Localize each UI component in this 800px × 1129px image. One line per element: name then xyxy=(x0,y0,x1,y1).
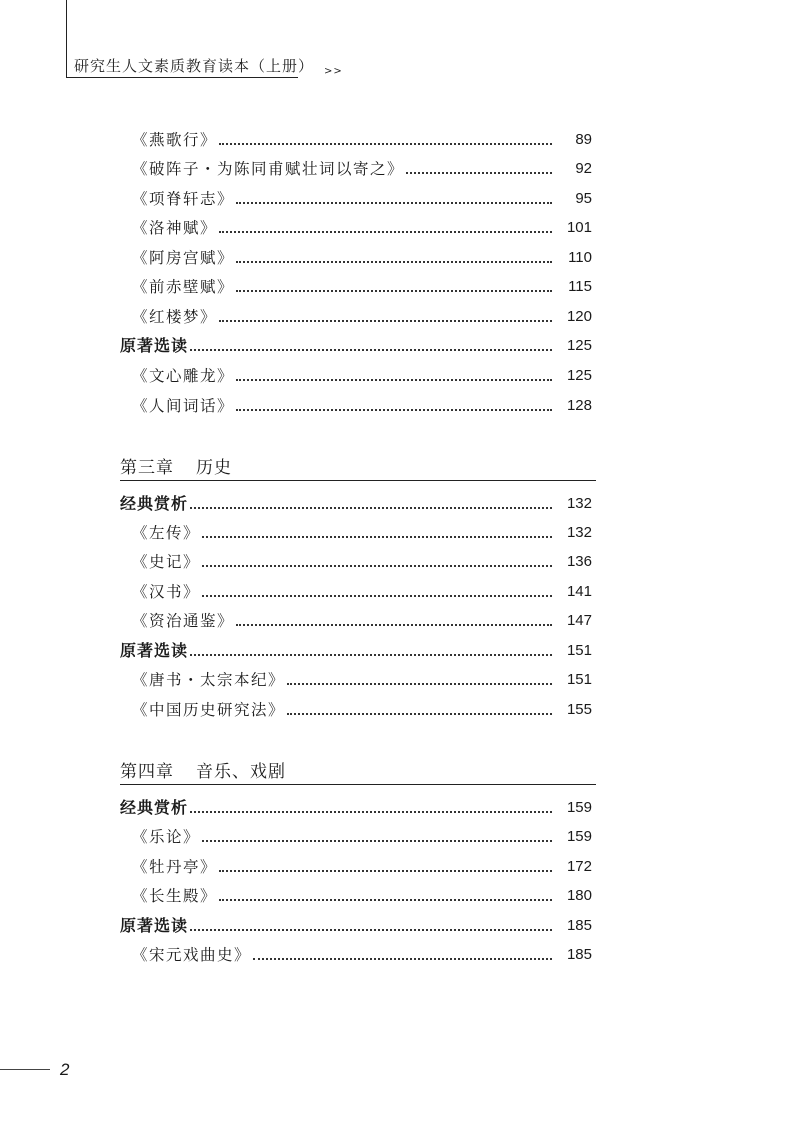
book-title: 研究生人文素质教育读本（上册） xyxy=(74,57,315,75)
entry-page: 110 xyxy=(568,249,592,266)
toc-entry[interactable] xyxy=(120,696,592,720)
dot-leader xyxy=(190,811,552,813)
entry-page: 120 xyxy=(566,308,592,325)
dot-leader xyxy=(190,507,552,509)
dot-leader xyxy=(236,261,552,263)
entry-page: 136 xyxy=(566,553,592,570)
dot-leader xyxy=(190,349,552,351)
entry-page: 147 xyxy=(566,612,592,629)
toc-entry[interactable] xyxy=(120,607,592,631)
dot-leader xyxy=(202,595,552,597)
entry-title: 《燕歌行》 xyxy=(132,131,218,149)
entry-page: 185 xyxy=(566,917,592,934)
toc-entry[interactable] xyxy=(120,392,592,416)
toc-entry[interactable] xyxy=(120,823,592,847)
entry-title: 《项脊轩志》 xyxy=(132,190,235,208)
entry-page: 159 xyxy=(566,799,592,816)
entry-page: 95 xyxy=(575,190,592,207)
page-number: 2 xyxy=(60,1060,70,1079)
entry-title: 《人间词话》 xyxy=(132,397,235,415)
header-underline xyxy=(66,77,298,78)
entry-title: 《宋元戏曲史》 xyxy=(132,946,252,964)
dot-leader xyxy=(236,202,552,204)
toc-section[interactable] xyxy=(120,794,592,818)
entry-page: 185 xyxy=(566,946,592,963)
entry-page: 172 xyxy=(566,858,592,875)
entry-title: 《阿房宫赋》 xyxy=(132,249,235,267)
dot-leader xyxy=(202,840,552,842)
dot-leader xyxy=(190,654,552,656)
entry-title: 《史记》 xyxy=(132,553,201,571)
entry-title: 《文心雕龙》 xyxy=(132,367,235,385)
toc-entry[interactable] xyxy=(120,519,592,543)
dot-leader xyxy=(406,172,552,174)
entry-page: 155 xyxy=(566,701,592,718)
entry-title: 《长生殿》 xyxy=(132,887,218,905)
section-title: 经典赏析 xyxy=(120,494,189,513)
chapter-number: 第三章 xyxy=(120,458,174,478)
entry-page: 128 xyxy=(566,397,592,414)
toc-entry[interactable] xyxy=(120,882,592,906)
section-title: 原著选读 xyxy=(120,916,189,935)
toc-section[interactable] xyxy=(120,912,592,936)
dot-leader xyxy=(219,870,552,872)
toc-entry[interactable] xyxy=(120,155,592,179)
entry-page: 151 xyxy=(566,671,592,688)
toc-entry[interactable] xyxy=(120,244,592,268)
dot-leader xyxy=(236,290,552,292)
chapter-heading[interactable] xyxy=(120,755,596,785)
dot-leader xyxy=(253,958,552,960)
entry-title: 《中国历史研究法》 xyxy=(132,701,286,719)
arrows-icon: >> xyxy=(324,66,343,77)
entry-title: 《资治通鉴》 xyxy=(132,612,235,630)
toc-entry[interactable] xyxy=(120,214,592,238)
entry-page: 125 xyxy=(566,337,592,354)
entry-page: 132 xyxy=(566,524,592,541)
toc-entry[interactable] xyxy=(120,126,592,150)
entry-title: 《唐书・太宗本纪》 xyxy=(132,671,286,689)
toc-entry[interactable] xyxy=(120,666,592,690)
toc-entry[interactable] xyxy=(120,578,592,602)
toc-entry[interactable] xyxy=(120,853,592,877)
entry-page: 89 xyxy=(575,131,592,148)
toc-entry[interactable] xyxy=(120,273,592,297)
toc-section[interactable] xyxy=(120,637,592,661)
toc-entry[interactable] xyxy=(120,548,592,572)
entry-title: 《前赤壁赋》 xyxy=(132,278,235,296)
chapter-name: 音乐、戏剧 xyxy=(196,762,286,782)
entry-page: 115 xyxy=(568,278,592,295)
dot-leader xyxy=(219,231,552,233)
running-header xyxy=(74,55,343,76)
entry-page: 159 xyxy=(566,828,592,845)
dot-leader xyxy=(219,143,552,145)
dot-leader xyxy=(202,565,552,567)
entry-page: 101 xyxy=(566,219,592,236)
chapter-name: 历史 xyxy=(196,458,232,478)
header-vertical-rule xyxy=(66,0,67,78)
toc-entry[interactable] xyxy=(120,185,592,209)
entry-title: 《破阵子・为陈同甫赋壮词以寄之》 xyxy=(132,160,405,178)
entry-page: 92 xyxy=(575,160,592,177)
dot-leader xyxy=(219,320,552,322)
toc-section[interactable] xyxy=(120,490,592,514)
section-title: 原著选读 xyxy=(120,336,189,355)
footer-rule xyxy=(0,1069,50,1070)
section-title: 原著选读 xyxy=(120,641,189,660)
section-title: 经典赏析 xyxy=(120,798,189,817)
dot-leader xyxy=(190,929,552,931)
toc-entry[interactable] xyxy=(120,362,592,386)
entry-page: 180 xyxy=(566,887,592,904)
dot-leader xyxy=(287,713,552,715)
chapter-number: 第四章 xyxy=(120,762,174,782)
entry-title: 《汉书》 xyxy=(132,583,201,601)
dot-leader xyxy=(202,536,552,538)
entry-title: 《乐论》 xyxy=(132,828,201,846)
entry-title: 《牡丹亭》 xyxy=(132,858,218,876)
entry-title: 《左传》 xyxy=(132,524,201,542)
dot-leader xyxy=(219,899,552,901)
dot-leader xyxy=(287,683,552,685)
toc-section[interactable] xyxy=(120,332,592,356)
chapter-heading[interactable] xyxy=(120,451,596,481)
entry-page: 125 xyxy=(566,367,592,384)
entry-title: 《红楼梦》 xyxy=(132,308,218,326)
dot-leader xyxy=(236,379,552,381)
entry-page: 151 xyxy=(566,642,592,659)
toc-entry[interactable] xyxy=(120,941,592,965)
dot-leader xyxy=(236,624,552,626)
toc-entry[interactable] xyxy=(120,303,592,327)
entry-page: 132 xyxy=(566,495,592,512)
dot-leader xyxy=(236,409,552,411)
entry-title: 《洛神赋》 xyxy=(132,219,218,237)
entry-page: 141 xyxy=(566,583,592,600)
